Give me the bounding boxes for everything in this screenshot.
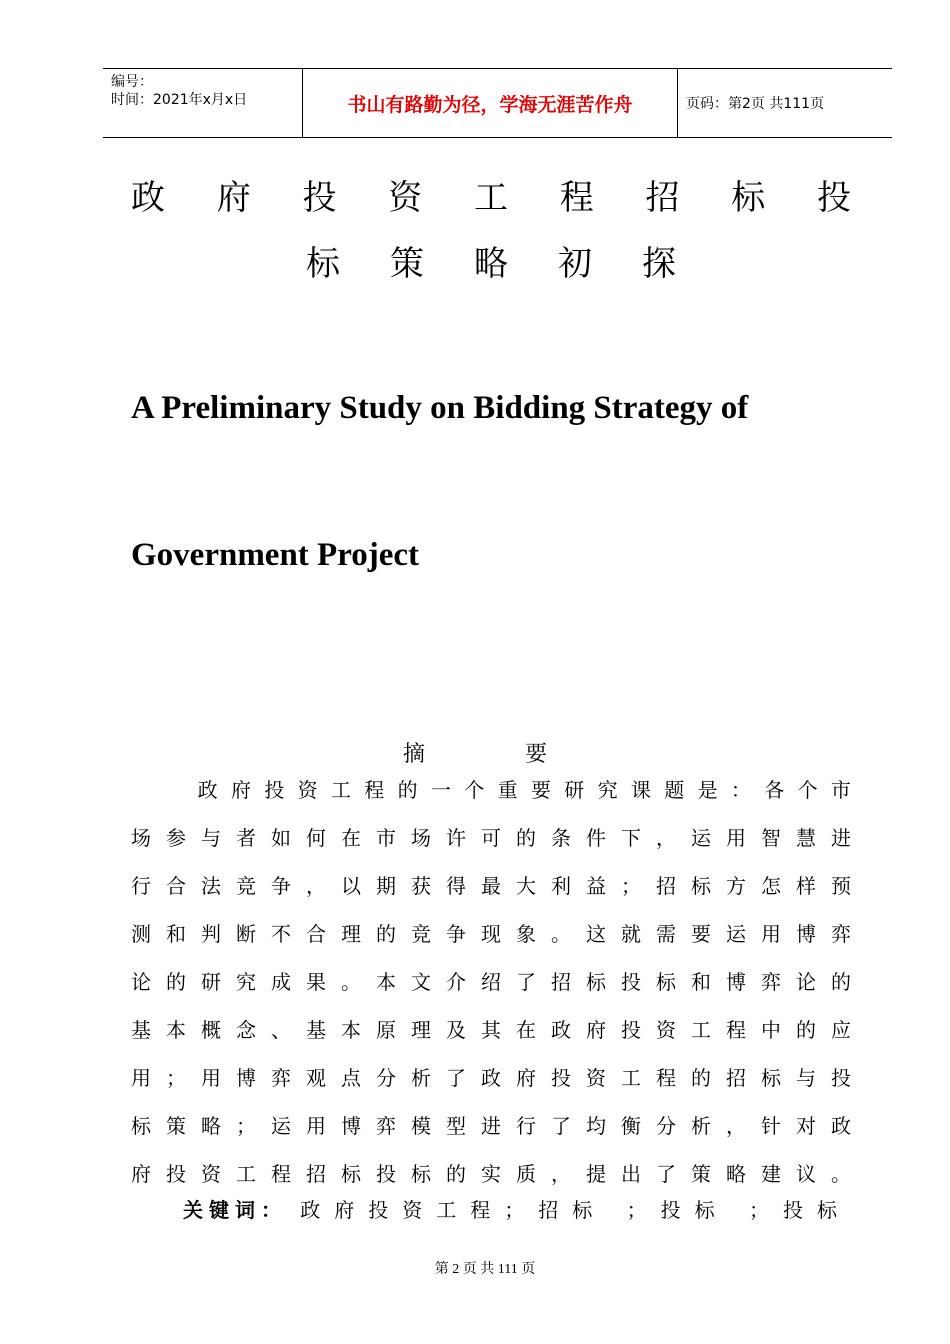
keywords-line — [131, 1194, 851, 1223]
title-char: 标 — [731, 178, 766, 218]
abstract-body — [131, 766, 851, 1198]
title-char: 策 — [390, 244, 424, 284]
motto: 书山有路勤为径，学海无涯苦作舟 — [303, 69, 678, 137]
keywords-value: 政府投资工程；招标 ；投标 ；投标 — [300, 1198, 851, 1222]
title-char: 投 — [817, 178, 851, 218]
abstract-line: 行 合 法 竞 争 ， 以 期 获 得 最 大 利 益 ； 招 标 方 怎 样 预 — [131, 874, 851, 898]
abstract-line: 标 策 略 ； 运 用 博 弈 模 型 进 行 了 均 衡 分 析 ， 针 对 政 — [131, 1114, 851, 1138]
abstract-heading: 摘要 — [402, 742, 647, 767]
title-cn-line1 — [131, 170, 851, 219]
title-char: 府 — [216, 178, 251, 218]
header-table — [103, 68, 892, 138]
title-char: 探 — [642, 244, 676, 284]
title-char: 政 — [131, 178, 165, 218]
page-info: 页码：第2页 共111页 — [686, 96, 825, 112]
keywords-label: 关键词： — [183, 1198, 287, 1222]
abstract-line: 论 的 研 究 成 果 。 本 文 介 绍 了 招 标 投 标 和 博 弈 论 的 — [131, 970, 851, 994]
abstract-line: 测 和 判 断 不 合 理 的 竞 争 现 象 。 这 就 需 要 运 用 博 弈 — [131, 922, 851, 946]
title-char: 招 — [645, 178, 680, 218]
title-char: 略 — [474, 244, 508, 284]
number-label: 编号： — [111, 74, 153, 90]
title-char: 标 — [306, 244, 340, 284]
title-en-line2: Government Project — [131, 537, 420, 573]
title-char: 初 — [558, 244, 592, 284]
title-en-line1: A Preliminary Study on Bidding Strategy of — [131, 390, 749, 426]
abstract-line: 府 投 资 工 程 招 标 投 标 的 实 质 ， 提 出 了 策 略 建 议 。 — [131, 1162, 851, 1186]
abstract-line: 基 本 概 念 、 基 本 原 理 及 其 在 政 府 投 资 工 程 中 的 应 — [131, 1018, 851, 1042]
title-char: 资 — [388, 178, 423, 218]
abstract-line: 政 府 投 资 工 程 的 一 个 重 要 研 究 课 题 是 ： 各 个 市 — [197, 778, 851, 802]
title-cn-line2 — [131, 236, 851, 285]
title-char: 投 — [302, 178, 337, 218]
abstract-line: 用 ； 用 博 弈 观 点 分 析 了 政 府 投 资 工 程 的 招 标 与 投 — [131, 1066, 851, 1090]
page-footer: 第 2 页 共 111 页 — [434, 1262, 536, 1277]
title-char: 工 — [474, 178, 508, 218]
header-left-cell — [103, 69, 303, 137]
abstract-line: 场 参 与 者 如 何 在 市 场 许 可 的 条 件 下 ， 运 用 智 慧 进 — [131, 826, 851, 850]
time-label: 时间：2021年x月x日 — [111, 92, 248, 108]
title-char: 程 — [559, 178, 594, 218]
